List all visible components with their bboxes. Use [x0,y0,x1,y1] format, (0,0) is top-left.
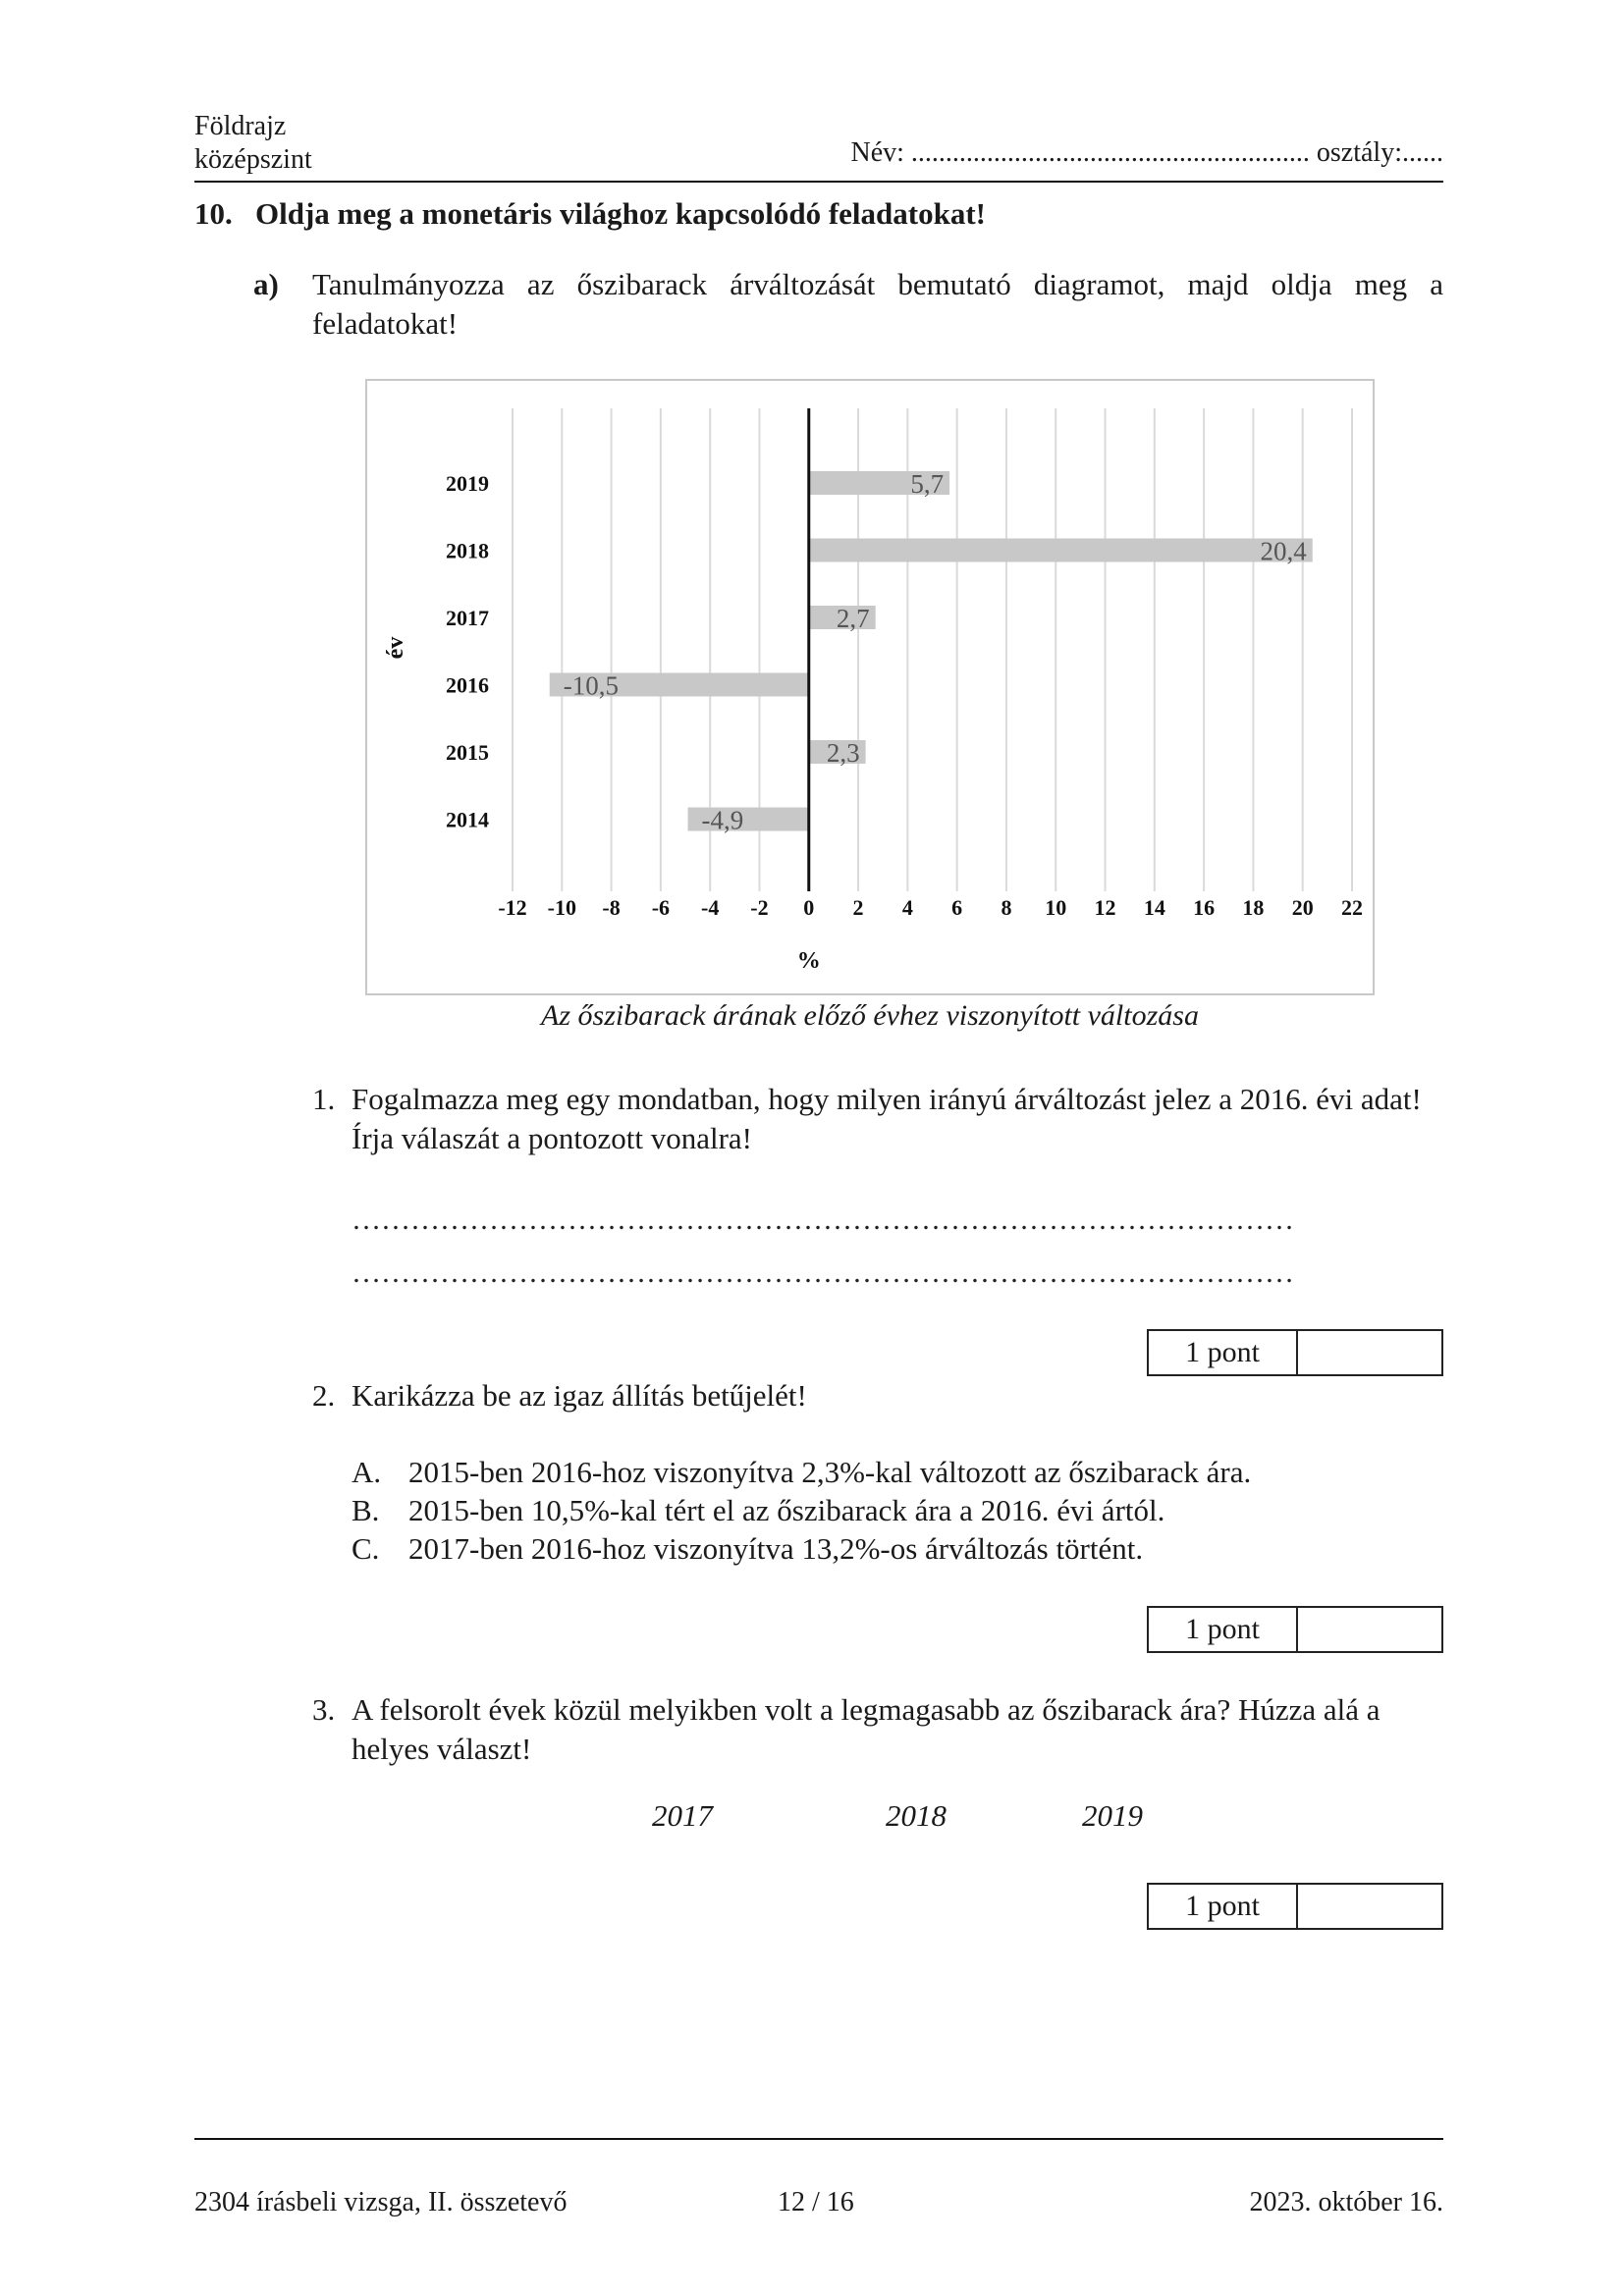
points-score-field[interactable] [1298,1608,1441,1651]
x-tick-label: 20 [1291,895,1314,920]
question-3-number: 3. [312,1692,336,1727]
question-1-text: Fogalmazza meg egy mondatban, hogy milyen irányú árváltozást jelez a 2016. évi adat! Írja válaszát a pontozott vonalra! [352,1082,1422,1155]
option-a[interactable] [352,1453,1251,1492]
data-label-2015: 2,3 [826,738,860,768]
y-axis-label: év [383,636,408,660]
x-tick-label: 8 [1001,895,1012,920]
option-text: 2017-ben 2016-hoz viszonyítva 13,2%-os árváltozás történt. [408,1531,1144,1566]
subject-label: Földrajz [194,111,287,141]
option-letter: B. [352,1493,380,1527]
subtask-a-text: Tanulmányozza az őszibarack árváltozását bemutató diagramot, majd oldja meg a feladatokat! [312,267,1443,341]
data-label-2016: -10,5 [563,670,619,701]
header-subject [194,110,312,177]
task-title [194,196,986,232]
chart-frame [365,379,1375,995]
level-label: középszint [194,144,312,175]
x-tick-label: 22 [1341,895,1363,920]
x-tick-label: 14 [1143,895,1165,920]
data-label-2017: 2,7 [836,604,870,633]
x-tick-label: 10 [1045,895,1067,920]
header-rule [194,181,1443,183]
points-label: 1 pont [1149,1331,1298,1374]
name-class-field: Név: .......................................................... osztály:...... [850,137,1443,168]
task-number: 10. [194,196,233,231]
footer-page-number: 12 / 16 [778,2187,854,2217]
y-tick-label-2019: 2019 [446,471,489,496]
data-label-2019: 5,7 [910,469,945,499]
footer-exam-code: 2304 írásbeli vizsga, II. összetevő [194,2187,568,2217]
question-2-text: Karikázza be az igaz állítás betűjelét! [352,1378,807,1413]
year-choice-2019[interactable]: 2019 [1082,1798,1143,1833]
data-label-2018: 20,4 [1260,536,1307,566]
x-tick-label: -10 [547,895,576,920]
points-label: 1 pont [1149,1608,1298,1651]
x-tick-label: -8 [602,895,621,920]
footer-rule [194,2138,1443,2140]
answer-line-1[interactable]: …………………………………………………………………………………… [352,1203,1294,1236]
footer-date: 2023. október 16. [1249,2187,1443,2217]
chart-caption: Az őszibarack árának előző évhez viszonyított változása [541,999,1199,1032]
y-tick-label-2016: 2016 [446,672,489,698]
points-label: 1 pont [1149,1885,1298,1928]
y-tick-label-2017: 2017 [446,606,489,630]
points-box-3 [1147,1883,1443,1930]
option-letter: A. [352,1455,382,1489]
x-tick-label: 2 [852,895,864,920]
year-choice-2018[interactable]: 2018 [886,1798,947,1833]
option-text: 2015-ben 10,5%-kal tért el az őszibarack ára a 2016. évi ártól. [408,1493,1165,1527]
option-letter: C. [352,1531,380,1566]
x-tick-label: -12 [498,895,527,920]
x-tick-label: 18 [1242,895,1265,920]
data-label-2014: -4,9 [701,805,744,835]
option-text: 2015-ben 2016-hoz viszonyítva 2,3%-kal változott az őszibarack ára. [408,1455,1252,1489]
x-tick-label: -2 [750,895,769,920]
x-tick-label: -6 [651,895,671,920]
y-tick-label-2018: 2018 [446,538,489,563]
subtask-a-label: a) [253,267,279,301]
task-title-text: Oldja meg a monetáris világhoz kapcsolódó feladatokat! [255,196,986,231]
points-score-field[interactable] [1298,1331,1441,1374]
x-tick-label: 0 [803,895,815,920]
points-box-1 [1147,1329,1443,1376]
x-tick-label: 6 [951,895,963,920]
question-2-number: 2. [312,1378,336,1413]
question-3-text: A felsorolt évek közül melyikben volt a legmagasabb az őszibarack ára? Húzza alá a helyes választ! [352,1692,1380,1766]
bar-2018 [809,539,1313,562]
x-tick-label: 16 [1193,895,1216,920]
option-b[interactable] [352,1491,1164,1530]
x-axis-label: % [796,948,821,974]
y-tick-label-2014: 2014 [446,807,489,832]
answer-line-2[interactable]: …………………………………………………………………………………… [352,1256,1294,1289]
year-choice-2017[interactable]: 2017 [652,1798,713,1833]
points-box-2 [1147,1606,1443,1653]
price-change-chart [367,381,1373,993]
x-tick-label: -4 [701,895,720,920]
x-tick-label: 4 [901,895,913,920]
y-tick-label-2015: 2015 [446,740,489,765]
x-tick-label: 12 [1094,895,1116,920]
question-1-number: 1. [312,1082,336,1116]
option-c[interactable] [352,1529,1143,1569]
points-score-field[interactable] [1298,1885,1441,1928]
